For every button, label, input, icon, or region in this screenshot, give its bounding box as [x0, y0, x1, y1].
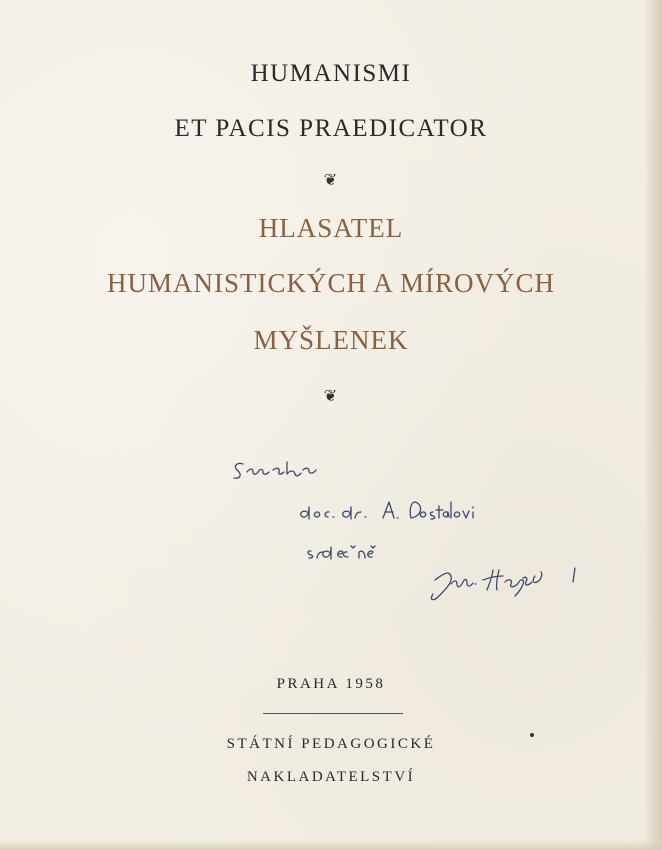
imprint-divider — [263, 713, 403, 714]
handwritten-dedication-signature — [225, 450, 605, 620]
page-bottom-edge — [0, 840, 662, 850]
latin-title-line-2: ET PACIS PRAEDICATOR — [174, 115, 488, 142]
czech-title-line-3: MYŠLENEK — [253, 325, 409, 355]
czech-title-line-1: HLASATEL — [258, 213, 404, 243]
publisher-line-1: STÁTNÍ PEDAGOGICKÉ — [226, 736, 436, 752]
paper-speck — [530, 733, 534, 737]
czech-title-line-2: HUMANISTICKÝCH A MÍROVÝCH — [106, 268, 556, 298]
publisher-line-2: NAKLADATELSTVÍ — [246, 769, 416, 785]
fleuron-ornament-icon-2: ❦ — [323, 386, 339, 405]
latin-title-line-1: HUMANISMI — [250, 60, 412, 87]
fleuron-ornament-icon: ❦ — [323, 170, 339, 189]
imprint-place-year: PRAHA 1958 — [276, 676, 386, 692]
